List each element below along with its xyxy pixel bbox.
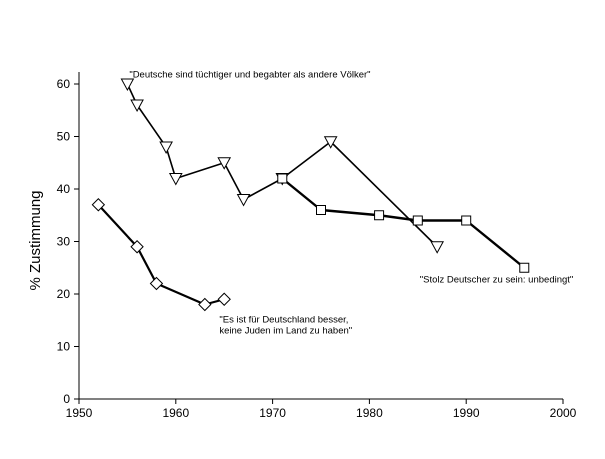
- x-tick-label: 1950: [65, 406, 93, 420]
- annotation-line: "Deutsche sind tüchtiger und begabter als andere Völker": [129, 69, 371, 81]
- x-tick-label: 2000: [549, 406, 577, 420]
- data-point: [413, 216, 422, 225]
- x-tick-label: 1980: [356, 406, 383, 420]
- data-point: [520, 263, 529, 272]
- data-point: [238, 195, 250, 206]
- x-tick-label: 1970: [259, 406, 286, 420]
- series-3: [92, 199, 230, 311]
- data-point: [218, 293, 230, 305]
- data-point: [278, 174, 287, 183]
- y-tick-label: 50: [56, 129, 70, 144]
- y-tick-label: 60: [56, 77, 70, 91]
- y-tick-label: 0: [63, 392, 70, 406]
- annotation-line: "Es ist für Deutschland besser,: [219, 314, 349, 326]
- annotation-line: keine Juden im Land zu haben": [219, 325, 353, 337]
- data-point: [375, 211, 384, 220]
- chart-annotations: [129, 70, 573, 337]
- annotation: [129, 70, 370, 81]
- x-tick-label: 1990: [452, 406, 480, 420]
- y-tick-label: 40: [56, 182, 70, 196]
- data-point: [160, 142, 172, 153]
- data-point: [150, 278, 162, 290]
- y-axis-title: % Zustimmung: [27, 190, 44, 291]
- data-point: [131, 100, 143, 111]
- annotation: [219, 314, 352, 336]
- series-line: [127, 84, 437, 247]
- data-point: [462, 216, 471, 225]
- series-line: [282, 179, 524, 268]
- series-1: [121, 79, 443, 253]
- y-tick-label: 20: [56, 287, 70, 301]
- y-tick-label: 10: [56, 339, 70, 354]
- data-point: [199, 299, 211, 311]
- data-point: [431, 242, 443, 253]
- y-tick-label: 30: [56, 234, 70, 249]
- data-point: [218, 158, 230, 169]
- annotation-line: "Stolz Deutscher zu sein: unbedingt": [419, 274, 574, 286]
- annotation: [420, 274, 574, 285]
- series-2: [278, 174, 529, 272]
- x-tick-label: 1960: [162, 406, 190, 420]
- series-line: [98, 205, 224, 305]
- data-point: [317, 206, 326, 215]
- data-point: [170, 174, 182, 185]
